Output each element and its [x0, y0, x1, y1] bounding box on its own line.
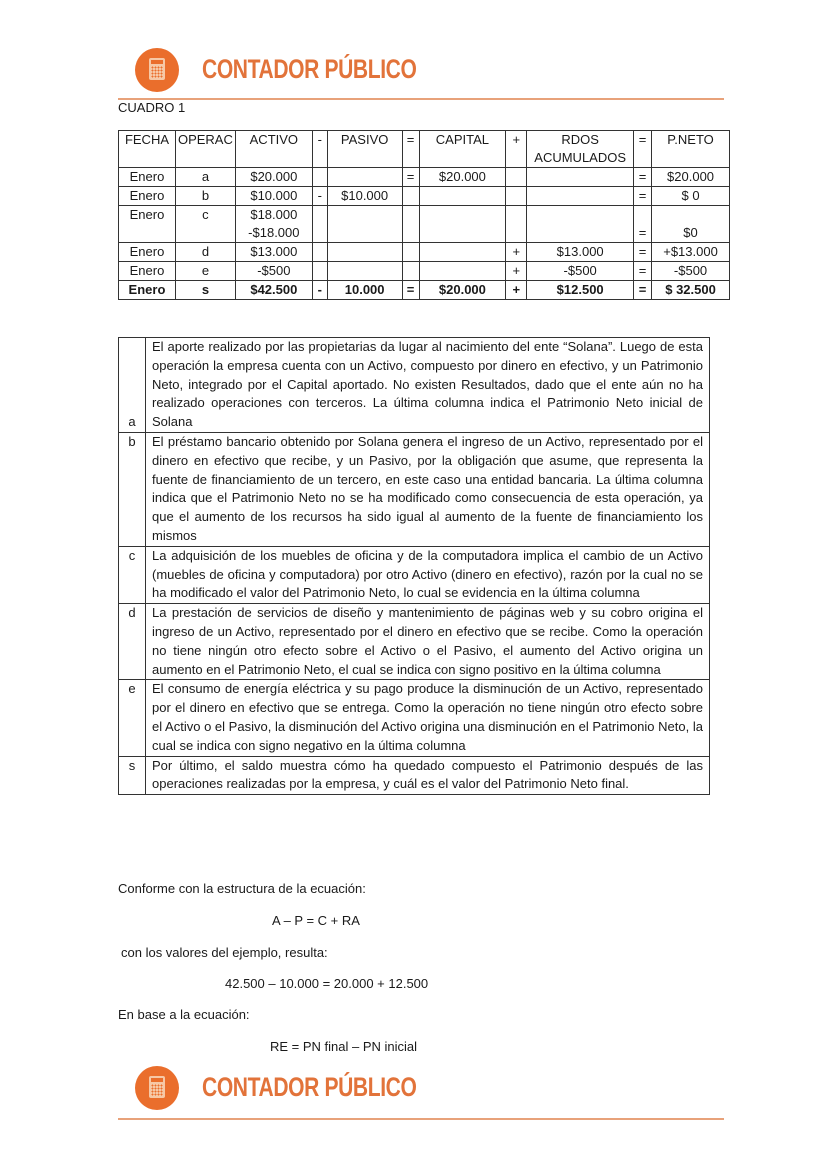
- cell-op: -: [312, 187, 327, 206]
- cell-fecha: Enero: [119, 168, 176, 187]
- brand-title: CONTADOR PÚBLICO: [202, 54, 417, 84]
- col-header-minus: -: [312, 131, 327, 168]
- cell-activo: $10.000: [235, 187, 312, 206]
- explanation-text: El aporte realizado por las propietarias da lugar al nacimiento del ente “Solana”. Luego de esta operación la empresa cuenta con un Activo, compuesto por dinero en efectivo, y un Patrimonio Neto, integrado por el Capital aportado. No existen Resultados, dado que el ente aún no ha realizado operaciones con terceros. La última columna indica el Patrimonio Neto inicial de Solana: [146, 338, 710, 433]
- cell-capital: [419, 262, 506, 281]
- cell-rdos: [527, 187, 634, 206]
- cell-rdos: [527, 168, 634, 187]
- brand-title: CONTADOR PÚBLICO: [202, 1072, 417, 1102]
- cell-pasivo: [327, 262, 402, 281]
- equation-formula: A – P = C + RA: [272, 913, 360, 928]
- page-footer: [118, 1058, 724, 1118]
- col-header-rdos: RDOS ACUMULADOS: [527, 131, 634, 168]
- explanation-row: [119, 546, 710, 603]
- table-row: [119, 168, 730, 187]
- cell-pneto: $0: [652, 206, 730, 243]
- cell-rdos: $13.000: [527, 243, 634, 262]
- col-header-capital: CAPITAL: [419, 131, 506, 168]
- cell-op: [312, 243, 327, 262]
- col-header-plus: +: [506, 131, 527, 168]
- cell-capital: $20.000: [419, 168, 506, 187]
- cell-fecha: Enero: [119, 243, 176, 262]
- cell-activo: $13.000: [235, 243, 312, 262]
- cell-activo: $42.500: [235, 281, 312, 300]
- explanation-text: La prestación de servicios de diseño y mantenimiento de páginas web y su cobro origina el ingreso de un Activo, representado por el dinero en efectivo que se recibe. Como la operación no tiene ningún otro efecto sobre el Activo o el Pasivo, el aumento del Activo origina un aumento en el Patrimonio Neto, el cual se indica con signo positivo en la última columna: [146, 604, 710, 680]
- table-row: [119, 187, 730, 206]
- cell-activo-line2: -$18.000: [248, 225, 300, 240]
- cell-capital: [419, 206, 506, 243]
- values-intro: con los valores del ejemplo, resulta:: [121, 945, 328, 960]
- table-row: [119, 206, 730, 243]
- cell-fecha: Enero: [119, 262, 176, 281]
- cell-op: [312, 168, 327, 187]
- cell-rdos: $12.500: [527, 281, 634, 300]
- col-header-equals: =: [402, 131, 419, 168]
- cell-fecha: Enero: [119, 281, 176, 300]
- cell-op: =: [402, 168, 419, 187]
- base-intro: En base a la ecuación:: [118, 1007, 250, 1022]
- explanation-letter: c: [119, 546, 146, 603]
- explanation-row: [119, 432, 710, 546]
- cell-op: =: [634, 187, 652, 206]
- cell-op: [402, 206, 419, 243]
- cell-pneto: $20.000: [652, 168, 730, 187]
- col-header-equals-2: =: [634, 131, 652, 168]
- cell-fecha: Enero: [119, 206, 176, 243]
- cell-op: [506, 187, 527, 206]
- cell-operac: e: [175, 262, 235, 281]
- cell-op: +: [506, 262, 527, 281]
- cell-pasivo: $10.000: [327, 187, 402, 206]
- explanation-letter: a: [119, 338, 146, 433]
- table-caption: CUADRO 1: [118, 100, 186, 115]
- calculator-icon: [135, 48, 179, 92]
- cell-pneto: +$13.000: [652, 243, 730, 262]
- table-total-row: [119, 281, 730, 300]
- explanation-row: [119, 680, 710, 756]
- cell-pasivo: 10.000: [327, 281, 402, 300]
- explanation-letter: b: [119, 432, 146, 546]
- explanation-letter: s: [119, 756, 146, 795]
- cell-op: =: [634, 281, 652, 300]
- footer-divider: [118, 1118, 724, 1120]
- cell-operac: c: [175, 206, 235, 243]
- explanation-row: [119, 604, 710, 680]
- cell-op: [402, 243, 419, 262]
- page-header: [118, 40, 724, 100]
- col-header-pasivo: PASIVO: [327, 131, 402, 168]
- cell-op: [402, 262, 419, 281]
- cell-op: [402, 187, 419, 206]
- col-header-fecha: FECHA: [119, 131, 176, 168]
- cell-capital: [419, 243, 506, 262]
- re-formula: RE = PN final – PN inicial: [270, 1039, 418, 1054]
- cell-pneto: $ 0: [652, 187, 730, 206]
- explanation-text: La adquisición de los muebles de oficina y de la computadora implica el cambio de un Activo (muebles de oficina y computadora) por otro Activo (dinero en efectivo), razón por la cual no se ha modificado el valor del Patrimonio Neto, lo cual se evidencia en la última columna: [146, 546, 710, 603]
- cell-pneto: $ 32.500: [652, 281, 730, 300]
- cell-op: =: [634, 206, 652, 243]
- table-row: [119, 243, 730, 262]
- cell-pasivo: [327, 243, 402, 262]
- explanation-text: Por último, el saldo muestra cómo ha quedado compuesto el Patrimonio después de las operaciones realizadas por la empresa, y cuál es el valor del Patrimonio Neto final.: [146, 756, 710, 795]
- equation-intro: Conforme con la estructura de la ecuación:: [118, 881, 366, 896]
- calculator-icon: [135, 1066, 179, 1110]
- explanation-letter: d: [119, 604, 146, 680]
- cell-op: =: [402, 281, 419, 300]
- col-header-pneto: P.NETO: [652, 131, 730, 168]
- cell-activo: -$500: [235, 262, 312, 281]
- cell-operac: a: [175, 168, 235, 187]
- cell-op: +: [506, 281, 527, 300]
- explanation-row: [119, 756, 710, 795]
- cell-op: =: [634, 243, 652, 262]
- cell-capital: [419, 187, 506, 206]
- cell-operac: s: [175, 281, 235, 300]
- explanation-table: [118, 337, 710, 795]
- values-equation: 42.500 – 10.000 = 20.000 + 12.500: [225, 976, 429, 991]
- explanation-row: [119, 338, 710, 433]
- cell-activo: [235, 206, 312, 243]
- cell-op: +: [506, 243, 527, 262]
- cell-fecha: Enero: [119, 187, 176, 206]
- cell-capital: $20.000: [419, 281, 506, 300]
- table-header-row: [119, 131, 730, 168]
- cell-operac: b: [175, 187, 235, 206]
- cell-op: [312, 206, 327, 243]
- col-header-operac: OPERAC: [175, 131, 235, 168]
- cell-rdos: [527, 206, 634, 243]
- cell-activo: $20.000: [235, 168, 312, 187]
- cell-pasivo: [327, 206, 402, 243]
- explanation-text: El préstamo bancario obtenido por Solana genera el ingreso de un Activo, representado por el dinero en efectivo que recibe, y un Pasivo, por la obligación que asume, que representa la fuente de financiamiento de un tercero, en este caso una entidad bancaria. La última columna indica que el Patrimonio Neto no se ha modificado como consecuencia de esta operación, ya que el aumento de los recursos ha sido igual al aumento de la fuente de financiamiento los mismos: [146, 432, 710, 546]
- header-divider: [118, 98, 724, 100]
- cell-pasivo: [327, 168, 402, 187]
- cell-op: [312, 262, 327, 281]
- cell-op: =: [634, 262, 652, 281]
- cell-operac: d: [175, 243, 235, 262]
- cell-op: -: [312, 281, 327, 300]
- cell-op: =: [634, 168, 652, 187]
- explanation-text: El consumo de energía eléctrica y su pago produce la disminución de un Activo, representado por el dinero en efectivo que se entrega. Como la operación no tiene ningún otro efecto sobre el Activo o el Pasivo, la disminución del Activo origina una disminución en el Patrimonio Neto, la cual se indica con signo negativo en la última columna: [146, 680, 710, 756]
- cell-op: [506, 168, 527, 187]
- cell-activo-line1: $18.000: [250, 207, 298, 222]
- table-row: [119, 262, 730, 281]
- explanation-letter: e: [119, 680, 146, 756]
- cell-op: [506, 206, 527, 243]
- cell-pneto: -$500: [652, 262, 730, 281]
- equation-table: [118, 130, 730, 300]
- col-header-activo: ACTIVO: [235, 131, 312, 168]
- cell-rdos: -$500: [527, 262, 634, 281]
